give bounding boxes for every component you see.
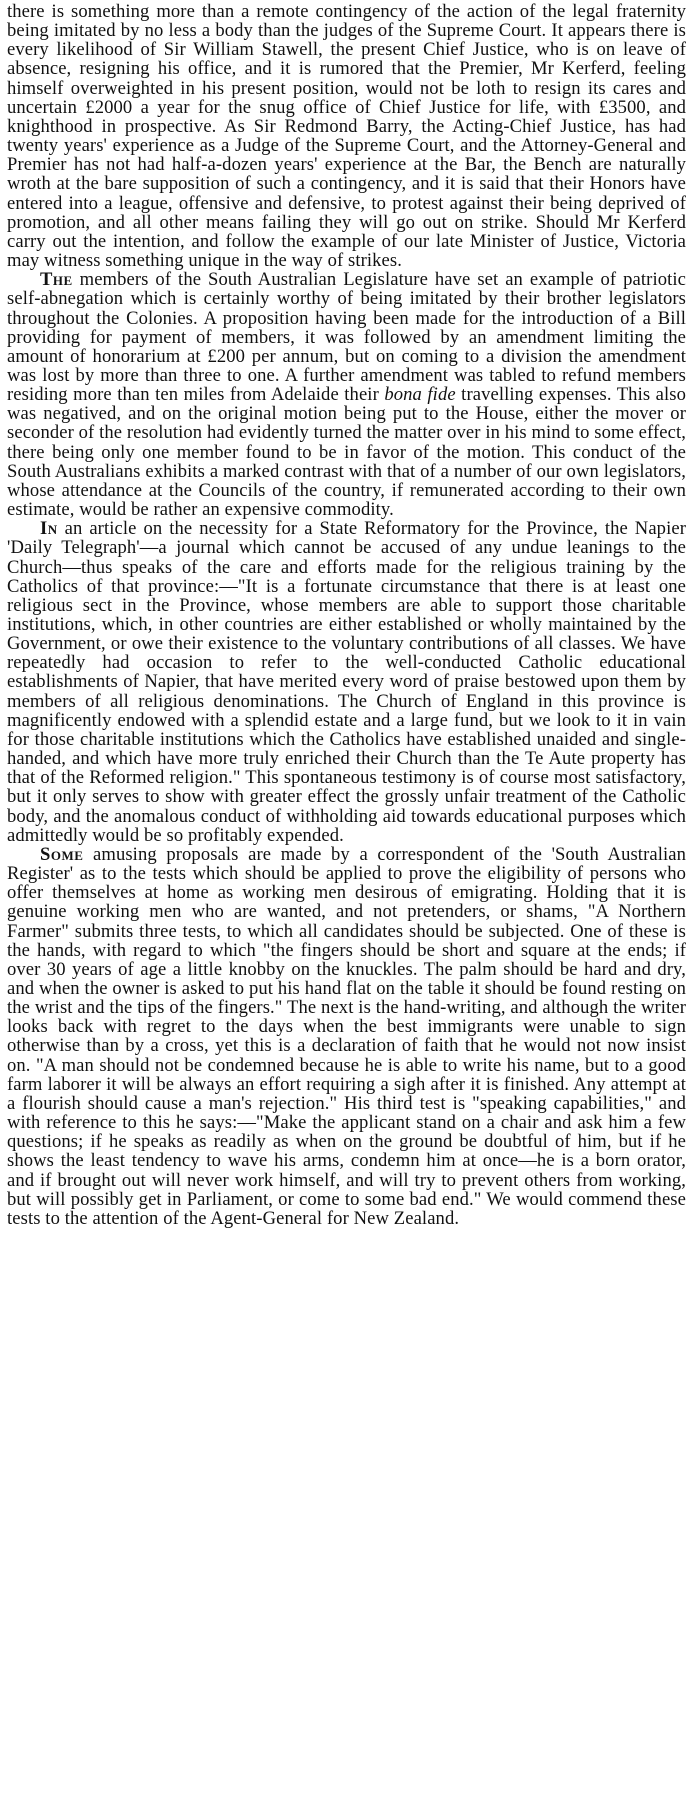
paragraph-lead: In [40, 518, 58, 540]
paragraph-text: there is something more than a remote contingency of the action of the legal fraternity being imitated by no less a body than the judges of the Supreme Court. It appears there is every likelihood of Sir William Stawell, the present Chief Justice, who is on leave of absence, resigning his office, and it is rumored that the Premier, Mr Kerferd, feeling himself overweighted in his present position, would not be loth to resign its cares and uncertain £2000 a year for the snug office of Chief Justice for life, with £3500, and knighthood in prospective. As Sir Redmond Barry, the Acting-Chief Justice, has had twenty years' experience as a Judge of the Supreme Court, and the Attorney-General and Premier has not had half-a-dozen years' experience at the Bar, the Bench are naturally wroth at the bare supposition of such a contingency, and it is said that their Honors have entered into a league, offensive and defensive, to protest against their being deprived of promotion, and all other means failing they will go out on strike. Should Mr Kerferd carry out the intention, and follow the example of our late Minister of Justice, Victoria may witness something unique in the way of strikes. [7, 1, 686, 272]
paragraph-lead: Some [40, 843, 84, 865]
paragraph-lead: The [40, 269, 73, 291]
paragraph-south-australian-legislature [7, 270, 686, 519]
paragraph-text: amusing proposals are made by a correspondent of the 'South Australian Register' as to the tests which should be applied to prove the eligibility of persons who offer themselves at home as working men desirous of emigrating. Holding that it is genuine working men who are wanted, and not pretenders, or shams, "A Northern Farmer" submits three tests, to which all candidates should be subjected. One of these is the hands, with regard to which "the fingers should be short and square at the ends; if over 30 years of age a little knobby on the knuckles. The palm should be hard and dry, and when the owner is asked to put his hand flat on the table it should be found resting on the wrist and the tips of the fingers." The next is the hand-writing, and although the writer looks back with regret to the days when the best immigrants were unable to sign otherwise than by a cross, yet this is a declaration of faith that he would not now insist on. "A man should not be condemned because he is able to write his name, but to a good farm laborer it will be always an effort requiring a sigh after it is finished. Any attempt at a flourish should cause a man's rejection." His third test is "speaking capabilities," and with reference to this he says:—"Make the applicant stand on a chair and ask him a few questions; if he speaks as readily as when on the ground be doubtful of him, but if he shows the least tendency to wave his arms, condemn him at once—he is a born orator, and if brought out will never work himself, and will try to prevent others from working, but will possibly get in Parliament, or come to some bad end." We would commend these tests to the attention of the Agent-General for New Zealand. [7, 843, 686, 1229]
paragraph-text: an article on the necessity for a State Reformatory for the Province, the Napier 'Daily Telegraph'—a journal which cannot be accused of any undue leanings to the Church—thus speaks of the care and efforts made for the religious training by the Catholics of that province:—"It is a fortunate circumstance that there is at least one religious sect in the Province, whose members are able to support those charitable institutions, which, in other countries are either established or wholly maintained by the Government, or owe their existence to the voluntary contributions of all classes. We have repeatedly had occasion to refer to the well-conducted Catholic educational establishments of Napier, that have merited every word of praise bestowed upon them by members of all religious denominations. The Church of England in this province is magnificently endowed with a splendid estate and a large fund, but we look to it in vain for those charitable institutions which the Catholics have established unaided and single-handed, and which have more truly enriched their Church than the Te Aute property has that of the Reformed religion." This spontaneous testimony is of course most satisfactory, but it only serves to show with greater effect the grossly unfair treatment of the Catholic body, and the anomalous conduct of withholding aid towards educational purposes which admittedly would be so profitably expended. [7, 518, 686, 846]
paragraph-judges-strike [7, 2, 686, 270]
paragraph-state-reformatory [7, 519, 686, 845]
paragraph-text: members of the South Australian Legislature have set an example of patriotic self-abnegation which is certainly worthy of being imitated by their brother legislators throughout the Colonies. A proposition having been made for the introduction of a Bill providing for payment of members, it was followed by an amendment limiting the amount of honorarium at £200 per annum, but on coming to a division the amendment was lost by more than three to one. A further amendment was tabled to refund members residing more than ten miles from Adelaide their [7, 269, 686, 406]
paragraph-text-continued: travelling expenses. This also was negatived, and on the original motion being put to the House, either the mover or seconder of the resolution had evidently turned the matter over in his mind to some effect, there being only one member found to be in favor of the motion. This conduct of the South Australians exhibits a marked contrast with that of a number of our own legislators, whose attendance at the Councils of the country, if remunerated according to their own estimate, would be rather an expensive commodity. [7, 384, 687, 521]
paragraph-emigrant-tests [7, 845, 686, 1228]
italic-phrase: bona fide [384, 384, 456, 406]
